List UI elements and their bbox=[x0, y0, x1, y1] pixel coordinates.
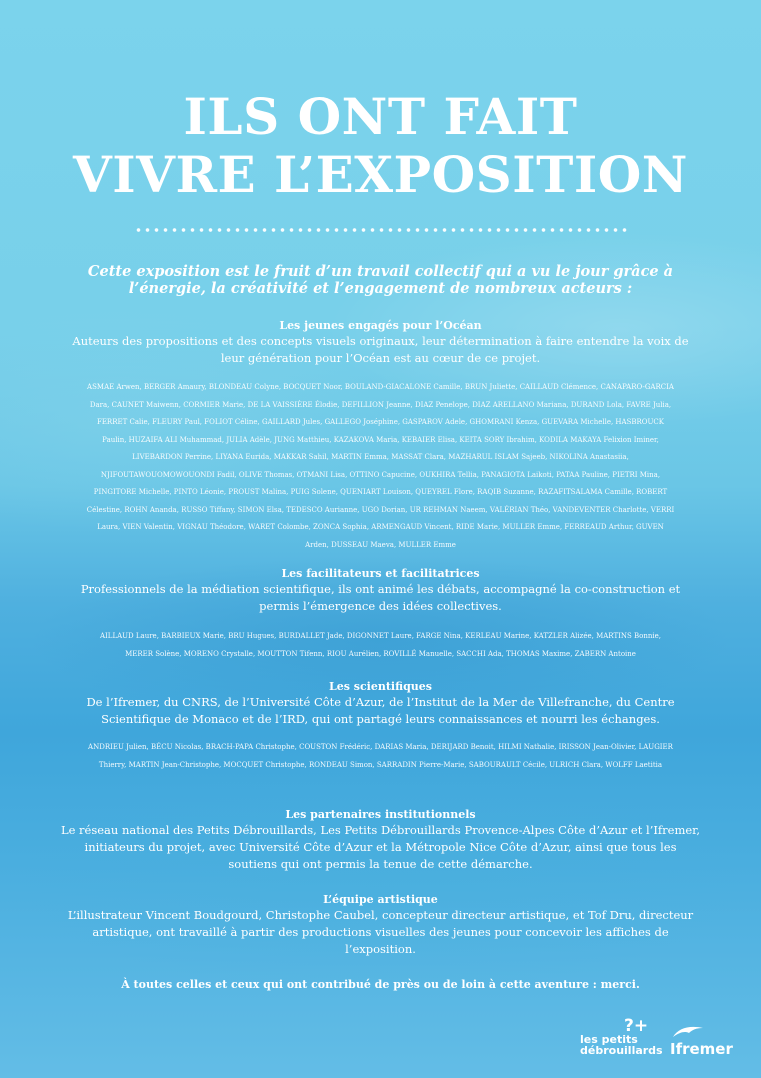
thanks-text: À toutes celles et ceux qui ont contribué de près ou de loin à cette aventure : merci. bbox=[121, 978, 640, 991]
section-title: L’équipe artistique bbox=[323, 893, 438, 906]
title-line-1: ILS ONT FAIT bbox=[183, 87, 578, 146]
section-title: Les facilitateurs et facilitatrices bbox=[281, 567, 480, 580]
petits-debrouillards-logo bbox=[580, 1016, 663, 1060]
section-young-people bbox=[60, 318, 701, 367]
section-title: Les scientifiques bbox=[329, 680, 432, 693]
dotted-divider bbox=[134, 226, 627, 234]
section-title: Les jeunes engagés pour l’Océan bbox=[279, 319, 482, 332]
section-description: De l’Ifremer, du CNRS, de l’Université Côte d’Azur, de l’Institut de la Mer de Villefranche, du Centre Scientifique de Monaco et de l’IRD, qui ont partagé leurs connaissances et nourri les échanges. bbox=[86, 695, 675, 726]
section-artistic-team bbox=[60, 892, 701, 958]
section-description: Professionnels de la médiation scientifique, ils ont animé les débats, accompagné la co-construction et permis l’émergence des idées collectives. bbox=[80, 582, 681, 613]
page-title bbox=[0, 88, 761, 204]
logo-text-line-1: les petits bbox=[580, 1033, 638, 1046]
ifremer-wordmark: Ifremer bbox=[670, 1040, 733, 1058]
section-facilitators bbox=[60, 566, 701, 615]
section-scientists bbox=[60, 679, 701, 728]
question-plus-icon: ?+ bbox=[624, 1016, 649, 1036]
ifremer-logo bbox=[668, 1025, 748, 1059]
section-description: Auteurs des propositions et des concepts visuels originaux, leur détermination à faire entendre la voix de leur génération pour l’Océan est au cœur de ce projet. bbox=[72, 334, 689, 365]
section-title: Les partenaires institutionnels bbox=[285, 808, 476, 821]
intro-text: Cette exposition est le fruit d’un travail collectif qui a vu le jour grâce à l’énergie, la créativité et l’engagement de nombreux acteurs : bbox=[87, 263, 674, 297]
section-partners bbox=[60, 807, 701, 873]
dolphin-icon bbox=[672, 1025, 704, 1039]
logo-text-line-2: débrouillards bbox=[580, 1044, 663, 1057]
names-list-young-people: ASMAE Arwen, BERGER Amaury, BLONDEAU Colyne, BOCQUET Noor, BOULAND-GIACALONE Camille, BRUN Juliette, CAILLAUD Clémence, CANAPARO-GARCIA Dara, CAUNET Maiwenn, CORMIER Marie, DE LA VAISSIÈRE Élodie, DEFILLION Jeanne, DIAZ Penelope, DIAZ ARELLANO Mariana, DURAND Lola, FAVRE Julia, FERRET Calie, FLEURY Paul, FOLIOT Céline, GAILLARD Jules, GALLEGO Joséphine, GASPAROV Adele, GHOMRANI Kenza, GUEVARA Michelle, HASBROUCK Paulin, HUZAIFA ALI Muhammad, JULIA Adèle, JUNG Matthieu, KAZAKOVA Maria, KEBAIER Elisa, KEITA SORY Ibrahim, KODILA MAKAYA Felixion Iminer, LIVEBARDON Perrine, LIYANA Eurida, MAKKAR Sahil, MARTIN Emma, MASSAT Clara, MAZHARUL ISLAM Sajeeb, NIKOLINA Anastasiia, NJIFOUTAWOUOMOWOUONDI Fadil, OLIVE Thomas, OTMANI Lisa, OTTINO Capucine, OUKHIRA Tellia, PANAGIOTA Laikoti, PATAA Pauline, PIETRI Mina, PINGITORE Michelle, PINTO Léonie, PROUST Malina, PUIG Solene, QUENIART Louison, QUEYREL Flore, RAQIB Suzanne, RAZAFITSALAMA Camille, ROBERT Célestine, ROHN Ananda, RUSSO Tiffany, SIMON Elsa, TEDESCO Aurianne, UGO Dorian, UR REHMAN Naeem, VALÉRIAN Théo, VANDEVENTER Charlotte, VERRI Laura, VIEN Valentin, VIGNAU Théodore, WARET Colombe, ZONCA Sophia, ARMENGAUD Vincent, RIDE Marie, MULLER Emme, FERREAUD Arthur, GUVEN Arden, DUSSEAU Maeva, MULLER Emme bbox=[86, 383, 675, 549]
names-list-facilitators: AILLAUD Laure, BARBIEUX Marie, BRU Hugues, BURDALLET Jade, DIGONNET Laure, FARGE Nina, KERLEAU Marine, KATZLER Alizée, MARTINS Bonnie, MERER Solène, MORENO Crystalle, MOUTTON Tifenn, RIOU Aurélien, ROVILLÉ Manuelle, SACCHI Ada, THOMAS Maxime, ZABERN Antoine bbox=[99, 632, 662, 658]
section-description: L’illustrateur Vincent Boudgourd, Christophe Caubel, concepteur directeur artistique, et Tof Dru, directeur artistique, ont travaillé à partir des productions visuelles des jeunes pour concevoir les affiches de l’exposition. bbox=[67, 908, 694, 956]
title-line-2: VIVRE L’EXPOSITION bbox=[72, 145, 689, 204]
section-description: Le réseau national des Petits Débrouillards, Les Petits Débrouillards Provence-Alpes Côte d’Azur et l’Ifremer, initiateurs du projet, avec Université Côte d’Azur et la Métropole Nice Côte d’Azur, ainsi que tous les soutiens qui ont permis la tenue de cette démarche. bbox=[60, 823, 701, 871]
names-list-scientists: ANDRIEU Julien, BÉCU Nicolas, BRACH-PAPA Christophe, COUSTON Frédéric, DARIAS Maria, DERIJARD Benoit, HILMI Nathalie, IRISSON Jean-Olivier, LAUGIER Thierry, MARTIN Jean-Christophe, MOCQUET Christophe, RONDEAU Simon, SARRADIN Pierre-Marie, SABOURAULT Cécile, ULRICH Clara, WOLFF Laetitia bbox=[88, 743, 673, 769]
